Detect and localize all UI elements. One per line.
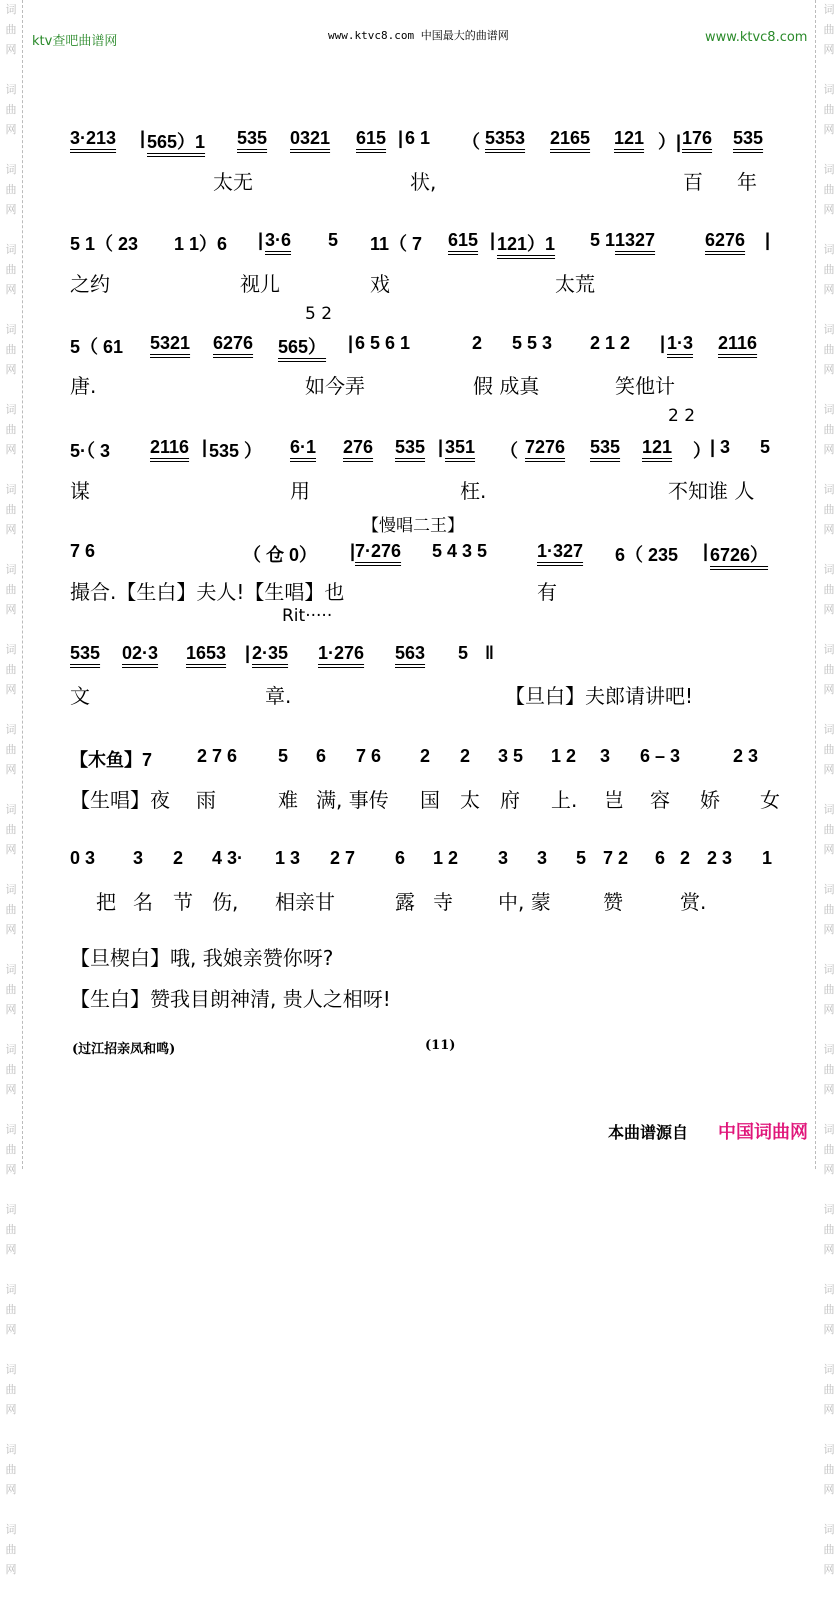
note-group: 121 [614,128,645,148]
note-group: 535 [733,128,764,148]
note-group: 5353 [485,128,526,148]
note-group: 6 [395,848,406,868]
note-group: 3 [600,746,611,766]
barline: | [710,437,716,457]
note-group: 6 – 3 [640,746,681,766]
barline: | [438,437,444,457]
page-number: (11) [425,1038,456,1053]
note-group: 6276 [213,333,254,353]
note-group: 535 [70,643,101,663]
note-group: 1·3 [667,333,694,353]
lyric: 文 [70,684,90,708]
note-group: 615 [356,128,387,148]
lyric: 之约 [70,272,110,296]
lyric: 谋 [70,479,90,503]
lyric: 满, 事传 [316,788,389,812]
lyric: 把 [96,890,116,914]
note-group: （ 仓 0） [243,545,318,565]
note-group: 5 1（ 23 [70,234,139,254]
lyric: 露 [395,890,415,914]
note-group: 2 1 2 [590,333,631,353]
lyric: 百 [683,170,703,194]
lyric: 赏. [680,890,707,914]
note-group: 2165 [550,128,591,148]
note-group: 7276 [525,437,566,457]
note-group: 5 [576,848,587,868]
lyric: 伤, [212,890,239,914]
source-label: 本曲谱源自 [608,1123,689,1142]
lyric: 女 [760,788,780,812]
note-group: （ [500,441,518,461]
note-group: 563 [395,643,426,663]
note-group: 615 [448,230,479,250]
barline: | [245,643,251,663]
note-group: 6·1 [290,437,317,457]
note-group: 4 3· [212,848,244,868]
barline: ）| [658,132,682,152]
lyric: 有 [537,580,557,604]
note-group: 2 [420,746,431,766]
piece-title: (过江招亲凤和鸣) [72,1042,176,1057]
lyric: 【旦白】夫郎请讲吧! [505,684,694,708]
note-group: 2 [460,746,471,766]
lyric: 撮合.【生白】夫人!【生唱】也 [70,580,345,604]
note-group: 3 [720,437,731,457]
watermark-right: 词 曲 网 词 曲 网 词 曲 网 词 曲 网 词 曲 网 词 曲 网 词 曲 网 词 曲 网 词 曲 网 词 曲 网 词 曲 网 词 曲 网 词 曲 网 词 曲 网 词 曲 网 词 曲 网 词 曲 网 词 曲 网 词 曲 网 词 曲 网 [823,3,835,1576]
lyric: 年 [737,170,757,194]
note-group: 5321 [150,333,191,353]
lyric: 府 [500,788,520,812]
note-group: 6276 [705,230,746,250]
barline: ‖ [485,643,494,663]
note-group: 276 [343,437,374,457]
lyric: 用 [290,479,310,503]
note-group: 7·276 [355,541,402,561]
note-group: 5（ 61 [70,337,124,357]
note-group: 2 [173,848,184,868]
note-group: 5 1 [590,230,616,250]
dialogue-line: 【生白】赞我目朗神清, 贵人之相呀! [70,987,391,1011]
note-group: 5·（ 3 [70,441,111,461]
note-group: 6 [655,848,666,868]
note-group: 2 7 6 [197,746,238,766]
note-group: 1 2 [433,848,459,868]
note-group: 02·3 [122,643,159,663]
note-group: 0321 [290,128,331,148]
barline: | [398,128,404,148]
note-group: 1·276 [318,643,365,663]
annotation: Rit····· [282,606,333,626]
barline: | [765,230,771,250]
note-group: 565）1 [147,132,206,152]
note-group: 1327 [615,230,656,250]
note-group: 121 [642,437,673,457]
annotation: 5 2 [305,304,333,324]
note-group: 535 ） [209,441,263,461]
lyric: 中, 蒙 [498,890,551,914]
note-group: 5 [328,230,339,250]
annotation: 【慢唱二王】 [362,516,464,536]
note-group: 7 2 [603,848,629,868]
barline: | [258,230,264,250]
lyric: 雨 [196,788,216,812]
note-group: 1653 [186,643,227,663]
note-group: 3 [498,848,509,868]
lyric: 娇 [700,788,720,812]
lyric: 不知谁 人 [668,479,755,503]
watermark-left: 词 曲 网 词 曲 网 词 曲 网 词 曲 网 词 曲 网 词 曲 网 词 曲 网 词 曲 网 词 曲 网 词 曲 网 词 曲 网 词 曲 网 词 曲 网 词 曲 网 词 曲 网 词 曲 网 词 曲 网 词 曲 网 词 曲 网 词 曲 网 [5,3,17,1576]
lyric: 上. [551,788,578,812]
note-group: 2116 [150,437,190,457]
note-group: 11（ 7 [370,234,423,254]
note-group: 6 1 [405,128,431,148]
lyric: 容 [650,788,670,812]
lyric: 太荒 [555,272,595,296]
lyric: 相亲甘 [275,890,335,914]
note-group: 5 [278,746,289,766]
note-group: 1 1）6 [174,234,228,254]
lyric: 章. [265,684,292,708]
margin-line-right [815,0,816,1169]
header-right-site[interactable]: www.ktvc8.com [705,30,808,45]
note-group: 2 7 [330,848,356,868]
dialogue-line: 【旦楔白】哦, 我娘亲赞你呀? [70,946,334,970]
barline: | [350,541,356,561]
note-group: 2·35 [252,643,289,663]
margin-line-left [22,0,23,1169]
lyric: 难 [278,788,298,812]
lyric: 笑他计 [615,374,675,398]
note-group: 7 6 [70,541,96,561]
note-group: 【木鱼】7 [70,750,153,770]
note-group: 0 3 [70,848,96,868]
note-group: 351 [445,437,476,457]
barline: ） [693,441,711,461]
note-group: 2 [472,333,483,353]
note-group: 6（ 235 [615,545,679,565]
note-group: 5 5 3 [512,333,553,353]
note-group: 3·6 [265,230,292,250]
note-group: 2 3 [707,848,733,868]
note-group: 535 [395,437,426,457]
lyric: 戏 [370,272,390,296]
lyric: 寺 [433,890,453,914]
barline: | [202,437,208,457]
lyric: 赞 [603,890,623,914]
lyric: 假 成真 [473,374,540,398]
lyric: 如今弄 [305,374,365,398]
note-group: 3 5 [498,746,524,766]
note-group: 565） [278,337,327,357]
lyric: 唐. [70,374,97,398]
barline: | [490,230,496,250]
barline: | [140,128,146,148]
note-group: 6 5 6 1 [355,333,411,353]
lyric: 状, [410,170,437,194]
note-group: （ [462,132,480,152]
lyric: 太无 [213,170,253,194]
lyric: 名 [133,890,153,914]
note-group: 535 [237,128,268,148]
note-group: 7 6 [356,746,382,766]
lyric: 岂 [604,788,624,812]
note-group: 1 3 [275,848,301,868]
note-group: 3 [133,848,144,868]
note-group: 3·213 [70,128,117,148]
source-site-link[interactable]: 中国词曲网 [718,1122,808,1143]
lyric: 节 [173,890,193,914]
note-group: 121）1 [497,234,556,254]
header-center-title: www.ktvc8.com 中国最大的曲谱网 [328,29,509,42]
note-group: 2 [680,848,691,868]
barline: | [660,333,666,353]
barline: | [703,541,709,561]
note-group: 176 [682,128,713,148]
note-group: 1·327 [537,541,584,561]
note-group: 1 2 [551,746,577,766]
lyric: 枉. [460,479,487,503]
note-group: 6 [316,746,327,766]
note-group: 5 4 3 5 [432,541,488,561]
lyric: 太 [460,788,480,812]
note-group: 2116 [718,333,758,353]
note-group: 535 [590,437,621,457]
note-group: 6726） [710,545,769,565]
lyric: 【生唱】夜 [70,788,170,812]
header-left-site[interactable]: ktv查吧曲谱网 [32,34,118,49]
note-group: 1 [762,848,773,868]
barline: | [348,333,354,353]
note-group: 2 3 [733,746,759,766]
lyric: 视儿 [240,272,280,296]
note-group: 5 [760,437,771,457]
annotation: 2 2 [668,406,696,426]
note-group: 5 [458,643,469,663]
note-group: 3 [537,848,548,868]
lyric: 国 [420,788,440,812]
